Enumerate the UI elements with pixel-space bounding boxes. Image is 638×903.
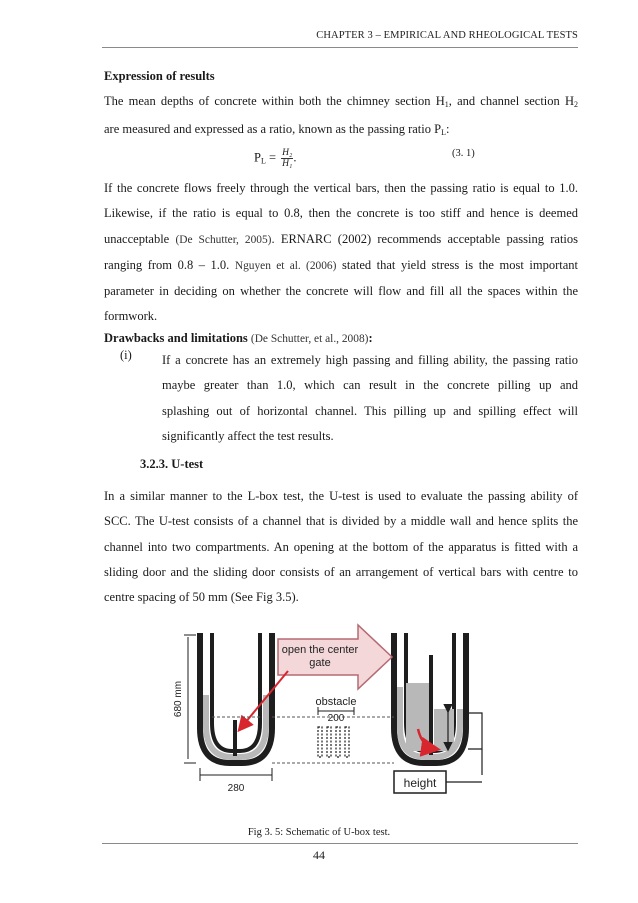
dim-680 xyxy=(173,635,196,763)
footer-rule xyxy=(102,843,578,844)
arrow-label-1: open the center xyxy=(281,644,359,656)
equation-number: (3. 1) xyxy=(452,148,475,159)
right-divider-bars xyxy=(429,655,433,755)
left-u-vessel xyxy=(200,633,272,763)
dim-200-label: 200 xyxy=(327,713,345,724)
obstacle-bars xyxy=(316,696,357,757)
paragraph-flow: If the concrete flows freely through the vertical bars, then the passing ratio is equal to 1.0. Likewise, if the ratio is equal to 0.8, then the concrete is too stiff and hence is deemed unacceptable (De Schutter, 2005). ERNARC (2002) recommends acceptable passing ratios ranging from 0.8 – 1.0. Nguyen et al. (2006) stated that yield stress is the most important parameter in deciding on whether the concrete will flow and fill all the spaces within the formwork. xyxy=(104,181,578,324)
open-gate-arrow xyxy=(240,625,392,729)
list-item-number: (i) xyxy=(120,348,132,362)
section-heading-expression: Expression of results xyxy=(104,69,215,83)
list-item-text: If a concrete has an extremely high passing and filling ability, the passing ratio maybe greater than 1.0, which can result in the concrete pilling up and splashing out of horizontal channel. This pilling up and spilling effect will significantly affect the test results. xyxy=(162,353,578,443)
header-rule xyxy=(102,47,578,48)
section-heading-drawbacks: Drawbacks and limitations (De Schutter, et al., 2008): xyxy=(104,331,373,345)
figure-caption: Fig 3. 5: Schematic of U-box test. xyxy=(247,827,391,838)
dim-680-label: 680 mm xyxy=(173,680,184,718)
paragraph-passing-ratio: The mean depths of concrete within both the chimney section $H_1$, and channel section $H_2$ are measured and expressed as a ratio, known as the passing ratio $P_L$: xyxy=(104,94,579,138)
left-gate xyxy=(233,720,237,756)
citation: (De Schutter, 2005) xyxy=(175,233,272,246)
citation: Nguyen et al. (2006) xyxy=(234,259,337,272)
dim-280 xyxy=(200,768,272,794)
running-header: CHAPTER 3 – EMPIRICAL AND RHEOLOGICAL TESTS xyxy=(316,30,578,41)
arrow-label-2: gate xyxy=(309,657,331,669)
right-u-vessel xyxy=(394,633,466,763)
equation-fraction: $\frac{\text{H₂}}{\text{H₁}}$ xyxy=(282,148,293,169)
passing-ratio-equation: $P_L$ = $\frac{\text{H₂}}{\text{H₁}}$ . xyxy=(254,148,297,169)
paragraph-utest: In a similar manner to the L-box test, the U-test is used to evaluate the passing ability of SCC. The U-test consists of a channel that is divided by a middle wall and hence splits the channel into two compartments. An opening at the bottom of the apparatus is fitted with a sliding door and the sliding door consists of an arrangement of vertical bars with centre to centre spacing of 50 mm (See Fig 3.5). xyxy=(104,489,578,605)
page-number: 44 xyxy=(313,848,325,862)
height-label: height xyxy=(403,776,437,790)
u-box-schematic xyxy=(173,613,498,819)
dim-280-label: 280 xyxy=(227,783,245,794)
obstacle-label: obstacle xyxy=(315,696,357,708)
subsection-heading-utest: 3.2.3. U-test xyxy=(140,457,204,471)
